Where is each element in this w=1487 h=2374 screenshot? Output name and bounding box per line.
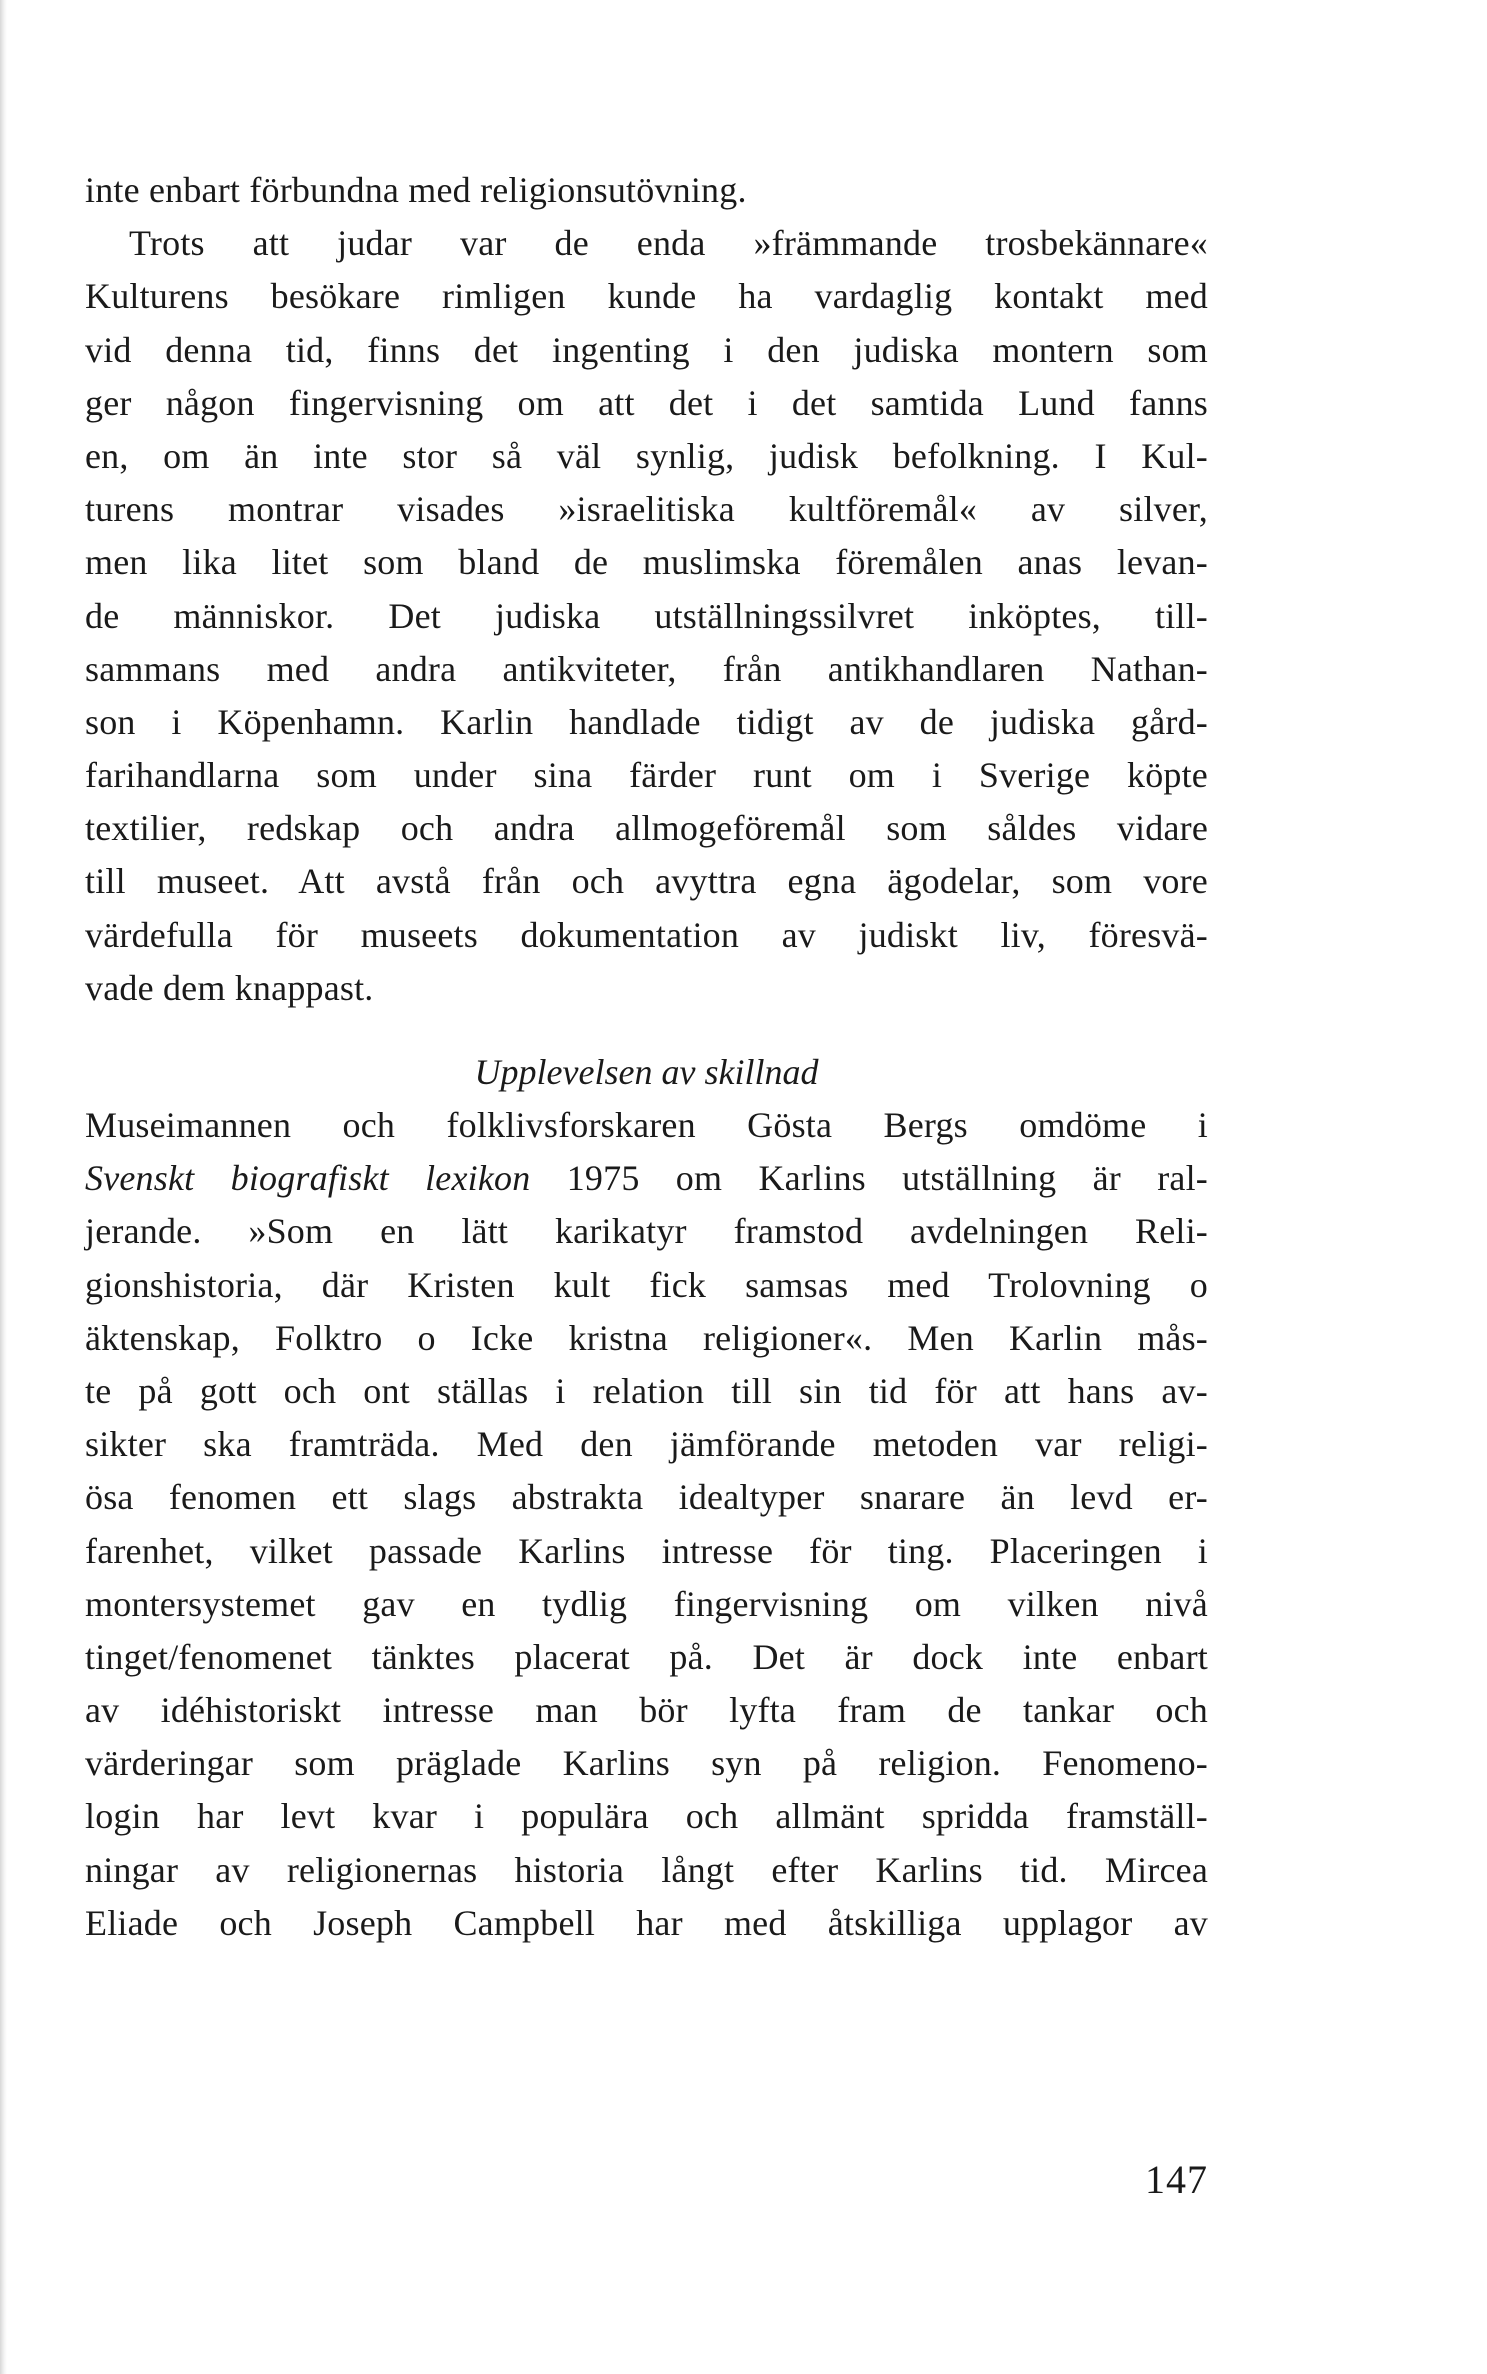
body-text-bottom (85, 1099, 1208, 1950)
text-line: Kulturens besökare rimligen kunde ha vardaglig kontakt med (85, 276, 1208, 317)
text-line: farihandlarna som under sina färder runt om i Sverige köpte (85, 755, 1208, 796)
text-line: äktenskap, Folktro o Icke kristna religioner«. Men Karlin mås- (85, 1317, 1208, 1358)
text-line: vade dem knappast. (85, 967, 374, 1008)
text-line: gionshistoria, där Kristen kult fick samsas med Trolovning o (85, 1264, 1208, 1305)
text-line: sikter ska framträda. Med den jämförande metoden var religi- (85, 1424, 1208, 1465)
text-line: vid denna tid, finns det ingenting i den judiska montern som (85, 329, 1208, 370)
text-line: värderingar som präglade Karlins syn på religion. Fenomeno- (85, 1743, 1208, 1784)
book-title: Svenskt biografiskt lexikon (85, 1158, 531, 1199)
page-number: 147 (1145, 2157, 1208, 2202)
text-line: turens montrar visades »israelitiska kultföremål« av silver, (85, 489, 1208, 530)
text-line-with-title (85, 1152, 1208, 1205)
text-line: jerande. »Som en lätt karikatyr framstod avdelningen Reli- (85, 1211, 1208, 1252)
text-line: te på gott och ont ställas i relation till sin tid för att hans av- (85, 1370, 1208, 1411)
text-line: montersystemet gav en tydlig fingervisning om vilken nivå (85, 1583, 1208, 1624)
text-line: tinget/fenomenet tänktes placerat på. Det är dock inte enbart (85, 1636, 1208, 1677)
text-line: de människor. Det judiska utställningssilvret inköptes, till- (85, 595, 1208, 636)
text-line: Museimannen och folklivsforskaren Gösta Bergs omdöme i (85, 1105, 1208, 1145)
text-line: farenhet, vilket passade Karlins intresse för ting. Placeringen i (85, 1530, 1208, 1571)
text-line: till museet. Att avstå från och avyttra egna ägodelar, som vore (85, 861, 1208, 902)
text-line: men lika litet som bland de muslimska föremålen anas levan- (85, 542, 1208, 583)
text-line: av idéhistoriskt intresse man bör lyfta fram de tankar och (85, 1690, 1208, 1731)
text-line: en, om än inte stor så väl synlig, judisk befolkning. I Kul- (85, 435, 1208, 476)
text-line: Trots att judar var de enda »främmande trosbekännare« (129, 223, 1208, 264)
section-heading: Upplevelsen av skillnad (474, 1052, 819, 1092)
text-line: inte enbart förbundna med religionsutövning. (85, 170, 747, 210)
body-text-top (85, 164, 1208, 1015)
text-fragment: 1975 om Karlins utställning är ral- (530, 1158, 1209, 1199)
text-line: login har levt kvar i populära och allmänt spridda framställ- (85, 1796, 1208, 1837)
text-line: ningar av religionernas historia långt efter Karlins tid. Mircea (85, 1849, 1208, 1890)
text-line: Eliade och Joseph Campbell har med åtskilliga upplagor av (85, 1902, 1208, 1943)
text-line: textilier, redskap och andra allmogeföremål som såldes vidare (85, 808, 1208, 849)
text-line: son i Köpenhamn. Karlin handlade tidigt av de judiska gård- (85, 701, 1208, 742)
page-edge-shadow (0, 0, 7, 2374)
text-line: ösa fenomen ett slags abstrakta idealtyper snarare än levd er- (85, 1477, 1208, 1518)
text-line: värdefulla för museets dokumentation av judiskt liv, föresvä- (85, 914, 1208, 955)
text-line: ger någon fingervisning om att det i det samtida Lund fanns (85, 382, 1208, 423)
text-line: sammans med andra antikviteter, från antikhandlaren Nathan- (85, 648, 1208, 689)
